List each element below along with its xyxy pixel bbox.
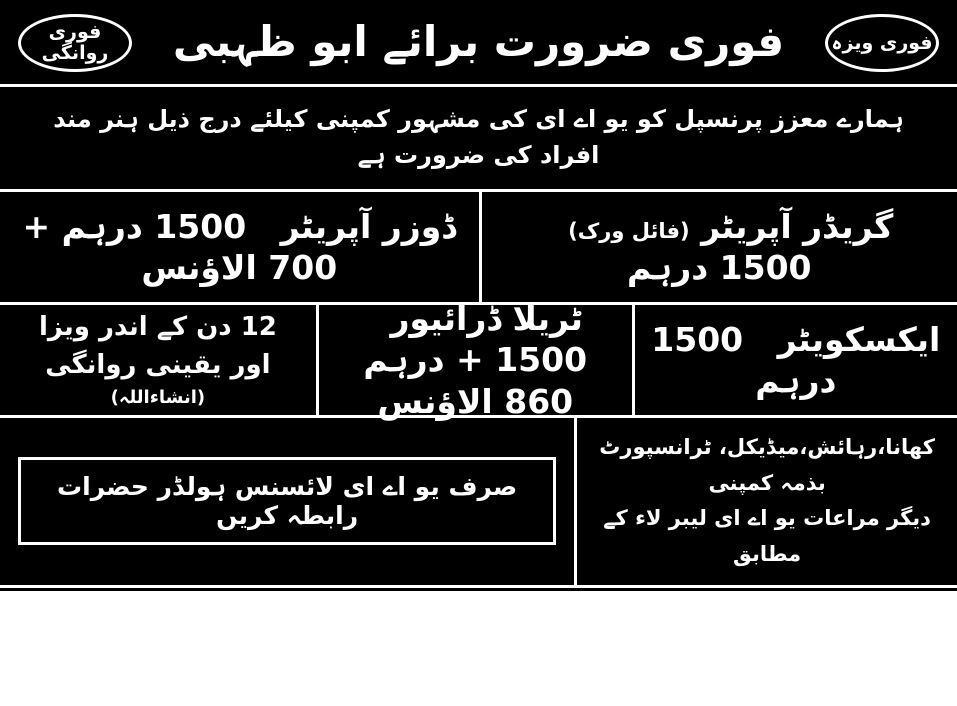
- job-salary-excavator: 1500: [651, 320, 743, 359]
- job-title-trailer: ٹریلا ڈرائیور: [391, 299, 583, 338]
- job-salary-trailer: 1500 +: [456, 340, 587, 379]
- job-title-excavator: ایکسکویٹر: [778, 320, 941, 359]
- license-requirement-banner: صرف یو اے ای لائسنس ہولڈر حضرات رابطہ کریں: [18, 457, 556, 545]
- job-salary-dozer: 1500: [154, 207, 246, 246]
- job-salary-unit-grader: درہم: [627, 248, 708, 287]
- contact-block: [18, 596, 607, 700]
- banner-container: [0, 418, 574, 585]
- visa-note-cell: [0, 305, 316, 415]
- benefits-line2: دیگر مراعات یو اے ای لیبر لاء کے مطابق: [593, 501, 941, 572]
- visa-note-line2: اور یقینی روانگی: [39, 347, 277, 385]
- benefits-line1: کھانا،رہائش،میڈیکل، ٹرانسپورٹ بذمہ کمپنی: [593, 430, 941, 501]
- table-row: [0, 305, 957, 415]
- job-allowance-trailer: 860 الاؤنس: [377, 382, 573, 421]
- company-block: [607, 596, 939, 700]
- company-name: النصر انٹرپرائزز: [638, 627, 909, 669]
- job-cell-trailer-driver: [316, 305, 632, 415]
- license-number: LIC # 2298/RWP: [197, 589, 428, 617]
- poster-header: [0, 0, 957, 87]
- job-salary-unit-dozer: درہم: [62, 207, 143, 246]
- job-cell-grader-operator: [479, 192, 957, 302]
- benefits-block: [574, 418, 957, 585]
- visa-note-line3: (انشاءاللہ): [39, 385, 277, 411]
- telephone-number[interactable]: Tel: 051-4455352: [143, 647, 482, 682]
- pe-registration-number: PE (R) # 18995 Dt: 2/05/12: [170, 684, 456, 706]
- intro-paragraph: ہمارے معزز پرنسپل کو یو اے ای کی مشہور کمپنی کیلئے درج ذیل ہنر مند افراد کی ضرورت ہے: [0, 87, 957, 192]
- job-subtitle-grader: (فائل ورک): [568, 219, 689, 243]
- visa-note-line1: 12 دن کے اندر ویزا: [39, 309, 277, 347]
- jobs-table: [0, 192, 957, 418]
- job-salary-unit-excavator: درہم: [755, 361, 836, 400]
- job-salary-grader: 1500: [720, 248, 812, 287]
- job-salary-unit-trailer: درہم: [363, 340, 444, 379]
- page-title: فوری ضرورت برائے ابو ظہبی: [23, 18, 934, 66]
- company-address: B-156 انزد چاندنی چوک سیٹلائٹ ٹاؤن راولپنڈی: [66, 621, 559, 645]
- job-title-grader: گریڈر آپریٹر: [701, 207, 893, 246]
- badge-urgent-visa: فوری ویزہ: [825, 14, 939, 72]
- badge-urgent-departure: فوری روانگی: [18, 14, 132, 72]
- table-row: [0, 192, 957, 305]
- job-allowance-dozer: + 700 الاؤنس: [23, 207, 338, 287]
- job-cell-excavator: [632, 305, 957, 415]
- poster-footer: [0, 588, 957, 700]
- lower-info-section: [0, 418, 957, 588]
- job-cell-dozer-operator: [0, 192, 479, 302]
- job-title-dozer: ڈوزر آپریٹر: [281, 207, 456, 246]
